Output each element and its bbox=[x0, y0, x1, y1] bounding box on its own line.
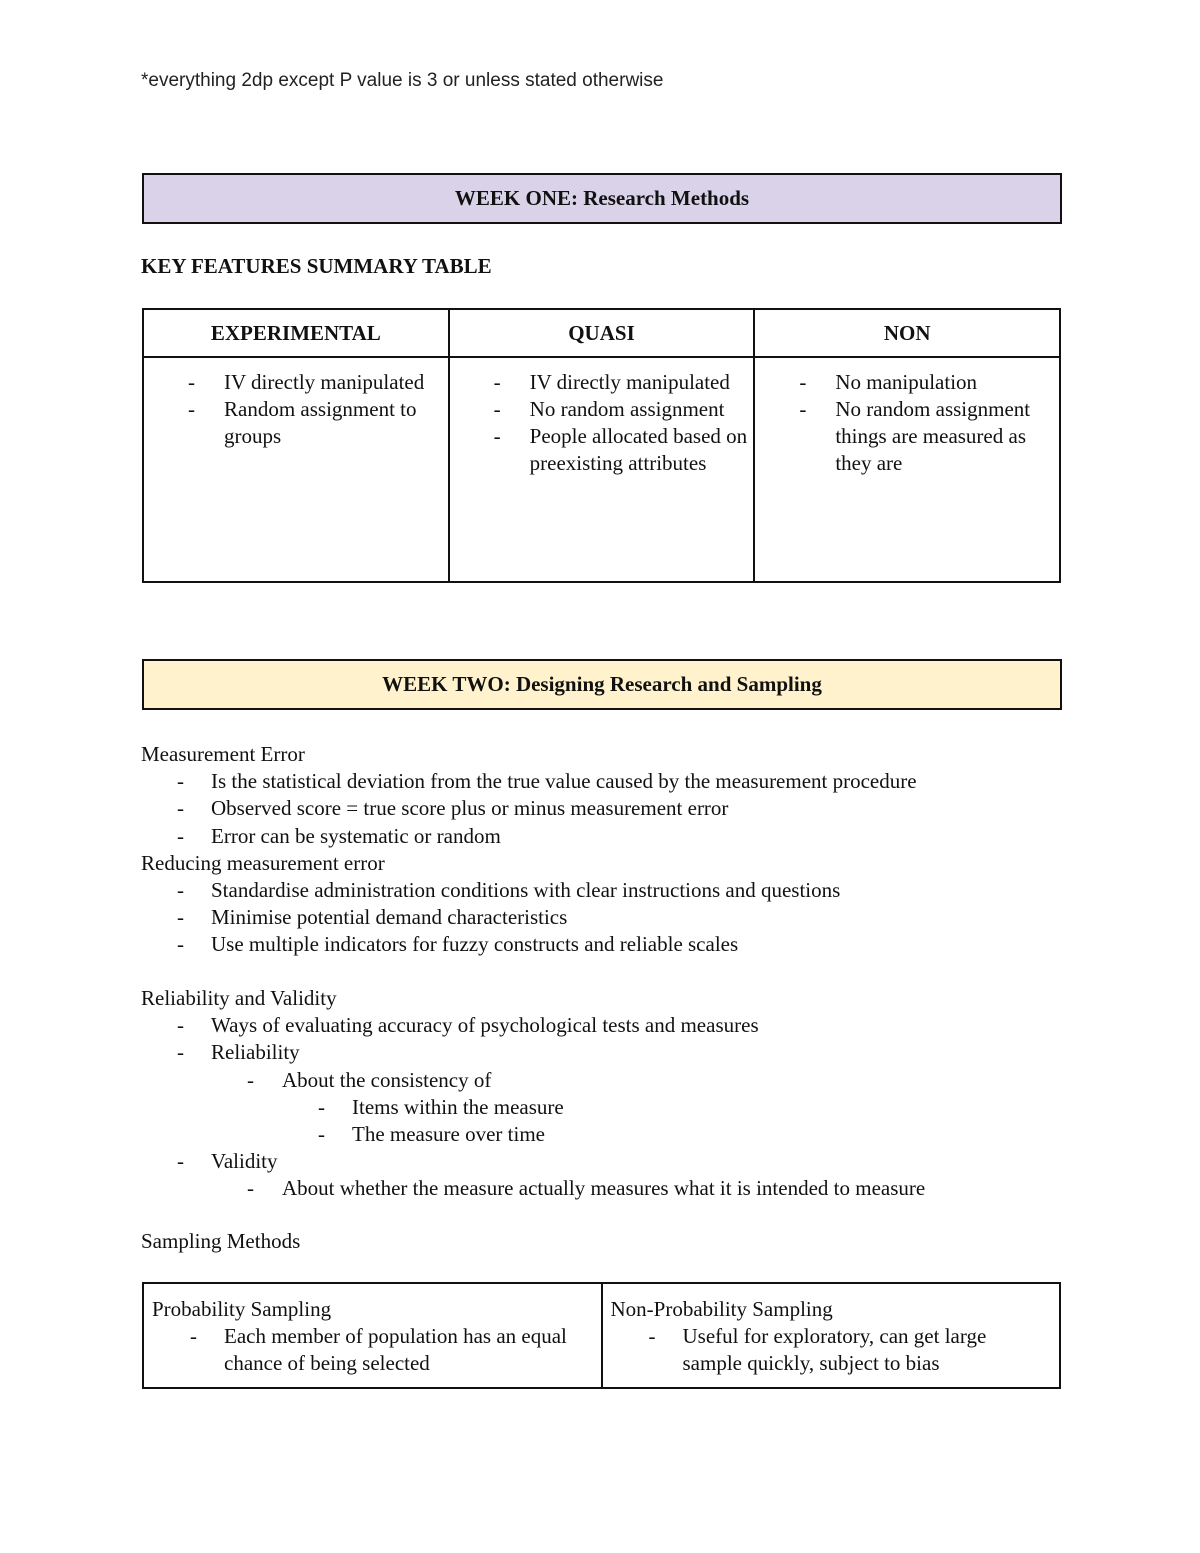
list-item: - IV directly manipulated bbox=[150, 369, 442, 396]
list-item: - Useful for exploratory, can get large sample quickly, subject to bias bbox=[611, 1323, 1052, 1377]
probability-cell bbox=[143, 1283, 602, 1388]
non-probability-list bbox=[611, 1323, 1052, 1377]
list-item: - The measure over time bbox=[141, 1121, 1141, 1148]
probability-title: Probability Sampling bbox=[152, 1297, 332, 1321]
non-list bbox=[761, 369, 1053, 477]
non-cell bbox=[754, 357, 1060, 582]
rv-list bbox=[141, 1012, 1141, 1066]
measurement-error-heading: Measurement Error bbox=[141, 742, 305, 766]
list-item: - Reliability bbox=[141, 1039, 1141, 1066]
non-probability-cell bbox=[602, 1283, 1061, 1388]
experimental-list bbox=[150, 369, 442, 450]
key-features-table bbox=[142, 308, 1061, 583]
reducing-error-list bbox=[141, 877, 1141, 959]
week-one-banner: WEEK ONE: Research Methods bbox=[142, 173, 1062, 224]
sampling-methods-section bbox=[141, 1228, 1141, 1255]
experimental-cell bbox=[143, 357, 449, 582]
list-item: - Each member of population has an equal chance of being selected bbox=[152, 1323, 593, 1377]
week-two-banner: WEEK TWO: Designing Research and Sampling bbox=[142, 659, 1062, 710]
list-item: - Observed score = true score plus or minus measurement error bbox=[141, 795, 1141, 822]
measurement-error-list bbox=[141, 768, 1141, 850]
column-header-non: NON bbox=[754, 309, 1060, 357]
list-item: - IV directly manipulated bbox=[456, 369, 748, 396]
reliability-validity-heading: Reliability and Validity bbox=[141, 986, 337, 1010]
list-item: - People allocated based on preexisting attributes bbox=[456, 423, 748, 477]
list-item: - Standardise administration conditions with clear instructions and questions bbox=[141, 877, 1141, 904]
list-item: - Validity bbox=[141, 1148, 1141, 1175]
column-header-experimental: EXPERIMENTAL bbox=[143, 309, 449, 357]
list-item: - About the consistency of bbox=[141, 1067, 1141, 1094]
list-item: - Random assignment to groups bbox=[150, 396, 442, 450]
list-item: - Use multiple indicators for fuzzy constructs and reliable scales bbox=[141, 931, 1141, 958]
list-item: - Minimise potential demand characteristics bbox=[141, 904, 1141, 931]
validity-sublist bbox=[141, 1175, 1141, 1202]
list-item: - Items within the measure bbox=[141, 1094, 1141, 1121]
list-item: - No manipulation bbox=[761, 369, 1053, 396]
quasi-list bbox=[456, 369, 748, 477]
measurement-error-section bbox=[141, 741, 1141, 959]
column-header-quasi: QUASI bbox=[449, 309, 755, 357]
summary-table-heading: KEY FEATURES SUMMARY TABLE bbox=[141, 254, 492, 278]
reliability-sublist bbox=[141, 1067, 1141, 1094]
formatting-note: *everything 2dp except P value is 3 or unless stated otherwise bbox=[141, 70, 664, 91]
consistency-sublist bbox=[141, 1094, 1141, 1148]
validity-list bbox=[141, 1148, 1141, 1175]
quasi-cell bbox=[449, 357, 755, 582]
list-item: - About whether the measure actually measures what it is intended to measure bbox=[141, 1175, 1141, 1202]
reliability-validity-section bbox=[141, 985, 1141, 1203]
list-item: - No random assignment bbox=[456, 396, 748, 423]
list-item: - Ways of evaluating accuracy of psychological tests and measures bbox=[141, 1012, 1141, 1039]
reducing-error-heading: Reducing measurement error bbox=[141, 850, 385, 875]
list-item: - No random assignment things are measured as they are bbox=[761, 396, 1053, 477]
list-item: - Is the statistical deviation from the true value caused by the measurement procedure bbox=[141, 768, 1141, 795]
non-probability-title: Non-Probability Sampling bbox=[610, 1297, 833, 1321]
probability-list bbox=[152, 1323, 593, 1377]
sampling-table bbox=[142, 1282, 1061, 1389]
list-item: - Error can be systematic or random bbox=[141, 823, 1141, 850]
sampling-methods-heading: Sampling Methods bbox=[141, 1229, 301, 1253]
